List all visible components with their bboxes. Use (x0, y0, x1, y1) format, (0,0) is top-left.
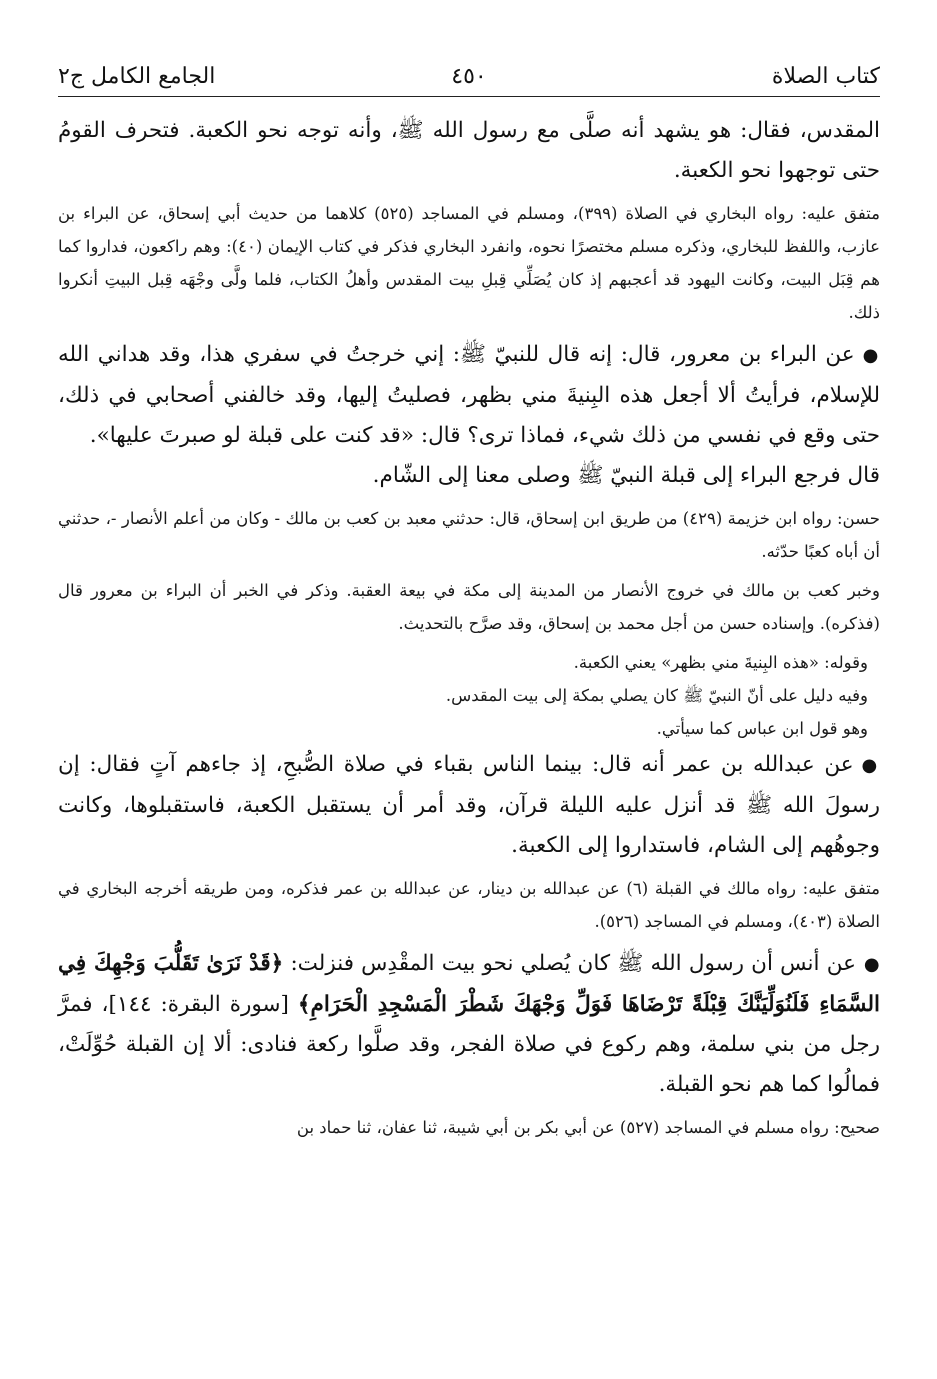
bullet-icon: ● (862, 345, 880, 366)
book-title: الجامع الكامل ج٢ (58, 64, 216, 89)
hadith-text-1: المقدس، فقال: هو يشهد أنه صلَّى مع رسول الله ﷺ، وأنه توجه نحو الكعبة. فتحرف القومُ حتى توجهوا نحو الكعبة. (58, 118, 880, 183)
commentary-note-3: وخبر كعب بن مالك في خروج الأنصار من المدينة إلى مكة في بيعة العقبة. وذكر في الخبر أن البراء بن معرور قال (فذكره). وإسناده حسن من أجل محمد بن إسحاق، وقد صرَّح بالتحديث. (58, 581, 880, 633)
hadith-text-5-rest: [سورة البقرة: ١٤٤]، فمرَّ رجل من بني سلمة، وهم ركوع في صلاة الفجر، وقد صلَّوا ركعة فنادى: ألا إن القبلة حُوِّلَتْ، فمالُوا كما هم نحو القبلة. (58, 992, 880, 1097)
hadith-text-4-body: عن عبدالله بن عمر أنه قال: بينما الناس بقباء في صلاة الصُّبحِ، إذ جاءهم آتٍ فقال: إن رسولَ الله ﷺ قد أنزل عليه الليلة قرآن، وقد أمر أن يستقبل الكعبة، فاستقبلوها، وكانت وجوهُهم إلى الشام، فاستداروا إلى الكعبة. (58, 752, 880, 858)
commentary-note-5: وفيه دليل على أنّ النبيّ ﷺ كان يصلي بمكة إلى بيت المقدس. (445, 686, 868, 705)
takhrij-note-8: صحيح: رواه مسلم في المساجد (٥٢٧) عن أبي بكر بن أبي شيبة، ثنا عفان، ثنا حماد بن (296, 1118, 880, 1137)
hadith-text-2-body: عن البراء بن معرور، قال: إنه قال للنبيّ ﷺ: إني خرجتُ في سفري هذا، وقد هداني الله للإسلام، فرأيتُ ألا أجعل هذه البِنيةَ مني بظهر، فصليتُ إليها، وقد خالفني أصحابي في ذلك، حتى وقع في نفسي من ذلك شيء، فماذا ترى؟ قال: «قد كنت على قبلة لو صبرتَ عليها». (58, 342, 880, 448)
book-page (58, 56, 880, 1150)
takhrij-note-7: متفق عليه: رواه مالك في القبلة (٦) عن عبدالله بن دينار، عن عبدالله بن عمر فذكره، ومن طريقه أخرجه البخاري في الصلاة (٤٠٣)، ومسلم في المساجد (٥٢٦). (58, 879, 880, 931)
page-number: ٤٥٠ (451, 64, 487, 89)
bullet-icon: ● (861, 755, 880, 776)
hadith-text-5-intro: عن أنس أن رسول الله ﷺ كان يُصلي نحو بيت المقْدِس فنزلت: (290, 951, 856, 976)
page-body (58, 97, 880, 1144)
commentary-note-6: وهو قول ابن عباس كما سيأتي. (656, 719, 868, 738)
chapter-title: كتاب الصلاة (771, 64, 880, 89)
commentary-note-4: وقوله: «هذه البِنيةَ مني بظهر» يعني الكعبة. (573, 653, 868, 672)
takhrij-note-2: حسن: رواه ابن خزيمة (٤٢٩) من طريق ابن إسحاق، قال: حدثني معبد بن كعب بن مالك - وكان من أعلم الأنصار -، حدثني أن أباه كعبًا حدّثه. (58, 509, 881, 561)
quran-verse: ﴿قَدْ نَرَىٰ تَقَلُّبَ وَجْهِكَ فِي السَّمَاءِ فَلَنُوَلِّيَنَّكَ قِبْلَةً تَرْضَاهَا فَوَلِّ وَجْهَكَ شَطْرَ الْمَسْجِدِ الْحَرَامِ﴾ (58, 951, 880, 1017)
bullet-icon: ● (863, 954, 880, 975)
page-header (58, 56, 880, 97)
hadith-text-3: قال فرجع البراء إلى قبلة النبيّ ﷺ وصلى معنا إلى الشّام. (372, 463, 880, 488)
takhrij-note-1: متفق عليه: رواه البخاري في الصلاة (٣٩٩)، ومسلم في المساجد (٥٢٥) كلاهما من حديث أبي إسحاق، عن البراء بن عازب، واللفظ للبخاري، وذكره مسلم مختصرًا نحوه، وانفرد البخاري فذكر في كتاب الإيمان (٤٠): وهم راكعون، فداروا كما هم قِبَل البيت، وكانت اليهود قد أعجبهم إذ كان يُصَلِّي قِبلِ بيت المقدس وأهلُ الكتاب، فلما ولَّى وجْهَه قِبل البيتِ أنكروا ذلك. (58, 204, 881, 322)
hadith-text-4 (58, 745, 880, 866)
hadith-text-5 (58, 944, 880, 1105)
hadith-text-2 (58, 335, 880, 456)
